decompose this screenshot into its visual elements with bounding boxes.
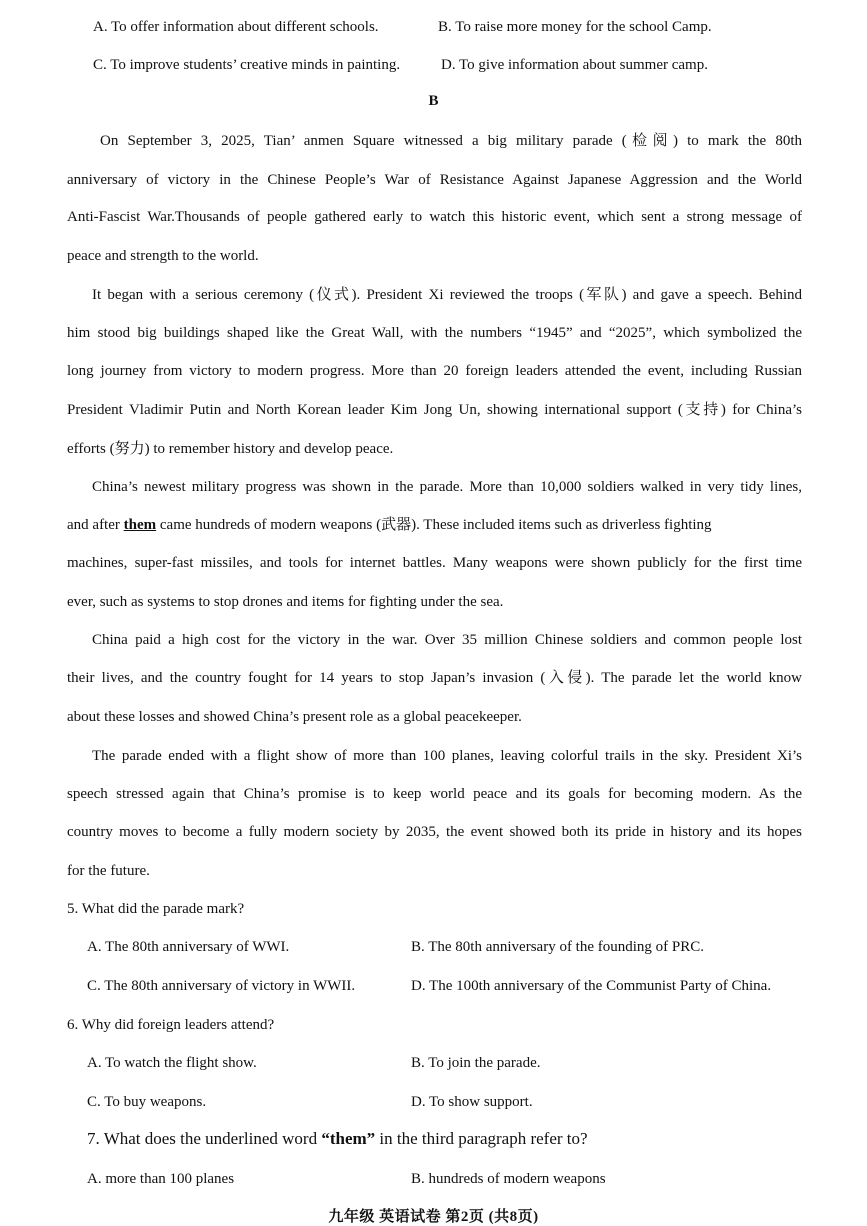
page-footer: 九年级 英语试卷 第2页 (共8页) bbox=[328, 1209, 539, 1225]
p3-line1: China’s newest military progress was shown in the parade. More than 10,000 soldiers walked in very tidy lines, bbox=[92, 479, 802, 495]
q4-option-a: A. To offer information about different schools. bbox=[93, 19, 379, 35]
p2-line2: him stood big buildings shaped like the Great Wall, with the numbers “1945” and “2025”, which symbolized the bbox=[67, 325, 802, 341]
underlined-word-them: them bbox=[123, 517, 157, 533]
q7-stem bbox=[87, 1129, 588, 1149]
p5-line1: The parade ended with a flight show of more than 100 planes, leaving colorful trails in the sky. President Xi’s bbox=[92, 748, 802, 764]
q6-option-c: C. To buy weapons. bbox=[87, 1094, 207, 1110]
p3-line2 bbox=[67, 515, 802, 535]
p1-line3: Anti-Fascist War.Thousands of people gathered early to watch this historic event, which sent a strong message of bbox=[67, 209, 802, 225]
p1-line1: On September 3, 2025, Tian’ anmen Square witnessed a big military parade (检阅) to mark the 80th bbox=[100, 133, 802, 149]
q5-option-a: A. The 80th anniversary of WWI. bbox=[87, 939, 290, 955]
p2-line5: efforts (努力) to remember history and develop peace. bbox=[67, 441, 394, 457]
p5-line3: country moves to become a fully modern society by 2035, the event showed both its pride in history and its hopes bbox=[67, 824, 802, 840]
q5-option-d: D. The 100th anniversary of the Communist Party of China. bbox=[411, 978, 772, 994]
p4-line3: about these losses and showed China’s present role as a global peacekeeper. bbox=[67, 709, 522, 725]
p3-line4: ever, such as systems to stop drones and items for fighting under the sea. bbox=[67, 594, 504, 610]
q7-stem-word: “them” bbox=[321, 1129, 376, 1148]
p4-line1: China paid a high cost for the victory in the war. Over 35 million Chinese soldiers and common people lost bbox=[92, 632, 802, 648]
p5-line2: speech stressed again that China’s promise is to keep world peace and its goals for becoming modern. As the bbox=[67, 786, 802, 802]
q6-stem: 6. Why did foreign leaders attend? bbox=[67, 1017, 275, 1033]
q7-stem-after: in the third paragraph refer to? bbox=[375, 1129, 588, 1148]
q4-option-d: D. To give information about summer camp. bbox=[441, 57, 708, 73]
q7-option-a: A. more than 100 planes bbox=[87, 1171, 235, 1187]
p3-line2-before: and after bbox=[67, 517, 124, 533]
p3-line2-after: came hundreds of modern weapons (武器). These included items such as driverless fighting bbox=[156, 517, 712, 533]
p3-line3: machines, super-fast missiles, and tools for internet battles. Many weapons were shown publicly for the first time bbox=[67, 555, 802, 571]
q4-option-c: C. To improve students’ creative minds in painting. bbox=[93, 57, 401, 73]
q4-option-b: B. To raise more money for the school Camp. bbox=[438, 19, 712, 35]
q6-option-d: D. To show support. bbox=[411, 1094, 533, 1110]
p4-line2: their lives, and the country fought for 14 years to stop Japan’s invasion (入侵). The parade let the world know bbox=[67, 670, 802, 686]
section-label: B bbox=[428, 93, 439, 109]
q7-option-b: B. hundreds of modern weapons bbox=[411, 1171, 606, 1187]
q5-option-b: B. The 80th anniversary of the founding of PRC. bbox=[411, 939, 705, 955]
q6-option-b: B. To join the parade. bbox=[411, 1055, 541, 1071]
p5-line4: for the future. bbox=[67, 863, 150, 879]
q5-stem: 5. What did the parade mark? bbox=[67, 901, 245, 917]
p2-line3: long journey from victory to modern progress. More than 20 foreign leaders attended the event, including Russian bbox=[67, 363, 802, 379]
p1-line4: peace and strength to the world. bbox=[67, 248, 259, 264]
p1-line2: anniversary of victory in the Chinese People’s War of Resistance Against Japanese Aggression and the World bbox=[67, 172, 802, 188]
p2-line1: It began with a serious ceremony (仪式). President Xi reviewed the troops (军队) and gave a speech. Behind bbox=[92, 287, 802, 303]
q5-option-c: C. The 80th anniversary of victory in WWII. bbox=[87, 978, 356, 994]
q7-stem-before: 7. What does the underlined word bbox=[87, 1129, 322, 1148]
q6-option-a: A. To watch the flight show. bbox=[87, 1055, 257, 1071]
p2-line4: President Vladimir Putin and North Korean leader Kim Jong Un, showing international support (支持) for China’s bbox=[67, 402, 802, 418]
